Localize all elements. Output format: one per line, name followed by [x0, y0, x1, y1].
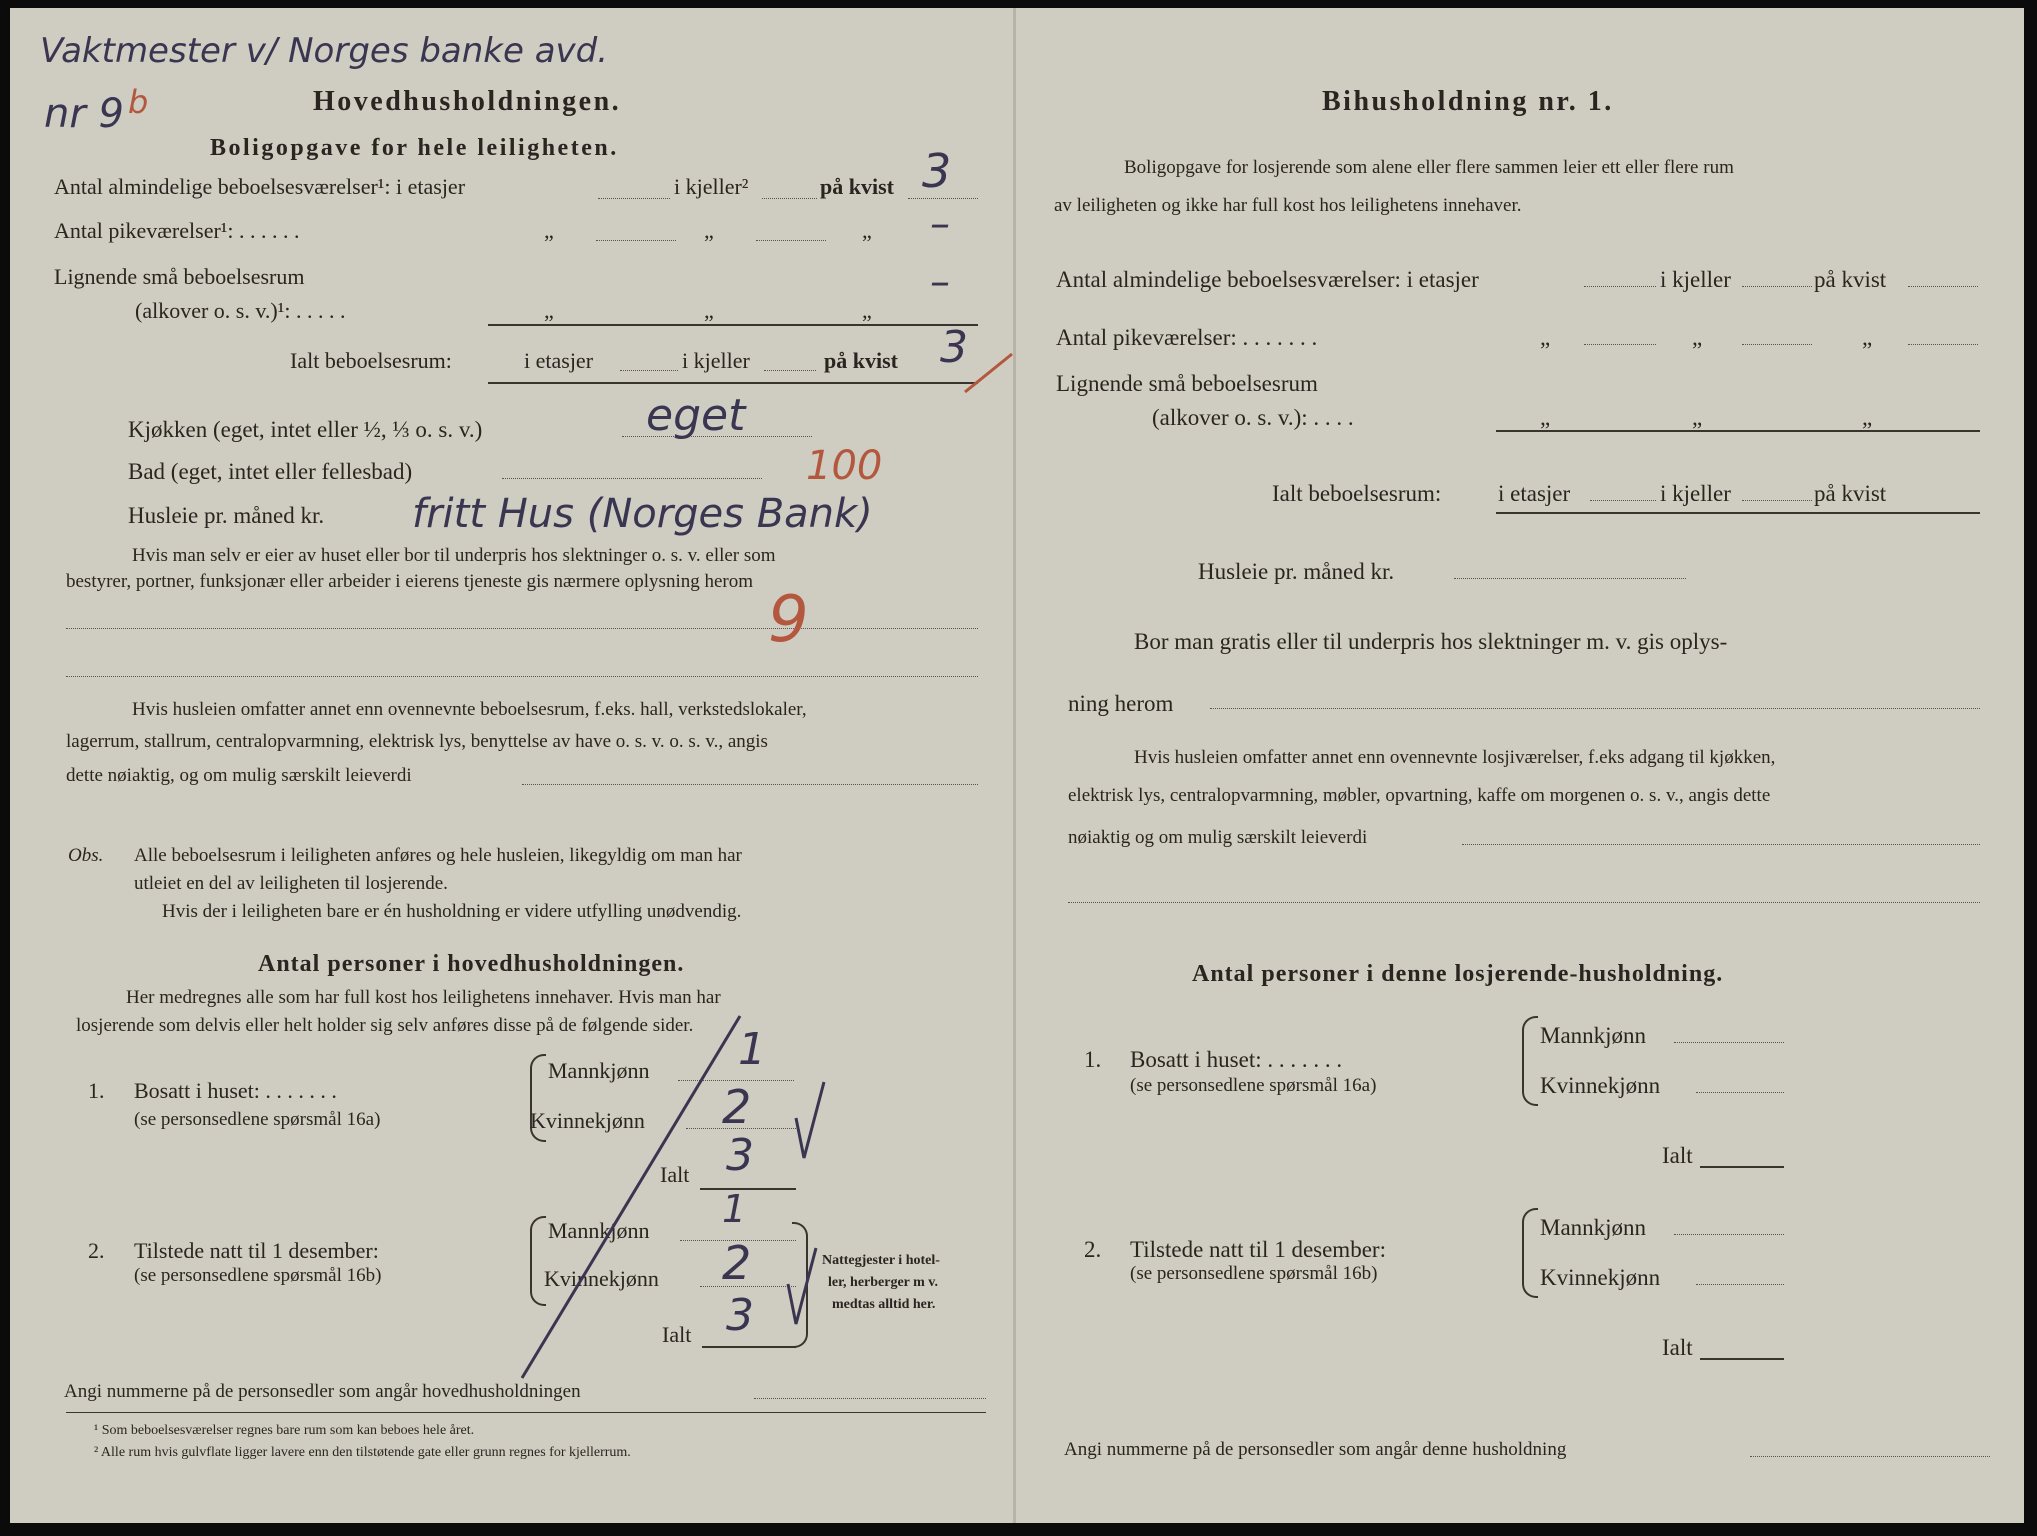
bad-label: Bad (eget, intet eller fellesbad)	[128, 459, 413, 484]
right-ialt-kjeller-line	[1742, 500, 1812, 501]
kjokken-label: Kjøkken (eget, intet eller ½, ⅓ o. s. v.)	[128, 417, 483, 442]
right-row2-line3	[1908, 344, 1978, 345]
handwritten-diagonal-stroke	[510, 1008, 770, 1388]
left-row1-label: Antal almindelige beboelsesværelser¹: i etasjer	[54, 174, 466, 199]
right-ialt-kjeller: i kjeller	[1660, 481, 1731, 506]
left-row2-label: Antal pikeværelser¹: . . . . . .	[54, 218, 300, 243]
footnote-2: ² Alle rum hvis gulvflate ligger lavere enn den tilstøtende gate eller grunn regnes for kjellerrum.	[94, 1445, 631, 1460]
left-angi: Angi nummerne på de personsedler som angår hovedhusholdningen	[64, 1381, 581, 1402]
nattegjester-line-1: Nattegjester i hotel-	[822, 1253, 940, 1268]
right-omfatter-answer-line-1	[1462, 844, 1980, 845]
right-tilstede-ialt-line	[1700, 1358, 1784, 1360]
handwritten-ialt-3: 3	[940, 322, 968, 373]
obs-line-3: Hvis der i leiligheten bare er én husholdning er videre utfylling unødvendig.	[162, 901, 742, 922]
left-tilstede-num: 2.	[88, 1238, 105, 1263]
left-bosatt-mann-label: Mannkjønn	[548, 1058, 650, 1083]
handwritten-husleie: fritt Hus (Norges Bank)	[412, 491, 873, 537]
omfatter-line-1: Hvis husleien omfatter annet enn ovennevnte beboelsesrum, f.eks. hall, verkstedslokaler,	[132, 699, 807, 720]
eier-answer-line-1	[66, 628, 978, 629]
right-row3-quote3: „	[1862, 405, 1873, 430]
right-tilstede-num: 2.	[1084, 1237, 1102, 1262]
left-row1-etasjer-line	[598, 198, 670, 199]
right-row1-kvist: på kvist	[1814, 267, 1887, 292]
omfatter-line-3: dette nøiaktig, og om mulig særskilt leieverdi	[66, 765, 412, 786]
eier-line-1: Hvis man selv er eier av huset eller bor til underpris hos slektninger o. s. v. eller som	[132, 545, 776, 566]
handwritten-bosatt-mann: 1	[738, 1024, 766, 1075]
omfatter-line-2: lagerrum, stallrum, centralopvarmning, elektrisk lys, benyttelse av have o. s. v. o. s. v., angis	[66, 731, 768, 752]
left-row3-sum-line	[488, 324, 978, 326]
left-ialt-kjeller: i kjeller	[682, 348, 750, 373]
left-row3-quote1: „	[544, 298, 554, 323]
left-bosatt-label: Bosatt i huset: . . . . . . .	[134, 1078, 337, 1103]
right-bosatt-ialt-label: Ialt	[1662, 1143, 1693, 1168]
right-intro-line-2: av leiligheten og ikke har full kost hos leilighetens innehaver.	[1054, 195, 1522, 216]
red-check-mark	[960, 348, 1020, 398]
nattegjester-line-3: medtas alltid her.	[832, 1297, 936, 1312]
right-omfatter-line-2: elektrisk lys, centralopvarmning, møbler, opvartning, kaffe om morgenen o. s. v., angis dette	[1068, 785, 1771, 806]
right-ialt-etasjer-line	[1590, 500, 1656, 501]
right-ialt-kvist: på kvist	[1814, 481, 1887, 506]
eier-answer-line-2	[66, 676, 978, 677]
right-tilstede-mann-line	[1674, 1234, 1784, 1235]
left-row1-kvist: på kvist	[820, 174, 894, 199]
right-row2-quote3: „	[1862, 325, 1873, 350]
left-row2-quote1: „	[544, 218, 554, 243]
right-row3-quote1: „	[1540, 405, 1551, 430]
right-row2-line2	[1742, 344, 1812, 345]
right-ialt-underline	[1496, 512, 1980, 514]
right-tilstede-kvinne-line	[1696, 1284, 1784, 1285]
left-row2-line1	[596, 240, 676, 241]
left-ialt-etasjer: i etasjer	[524, 348, 594, 373]
right-row1-kjeller: i kjeller	[1660, 267, 1731, 292]
right-bosatt-label: Bosatt i huset: . . . . . . .	[1130, 1047, 1343, 1072]
left-tilstede-sub: (se personsedlene spørsmål 16b)	[134, 1265, 382, 1286]
right-persons-title: Antal personer i denne losjerende-husholdning.	[1192, 961, 1724, 987]
right-bosatt-brace	[1522, 1016, 1538, 1106]
right-row1-label: Antal almindelige beboelsesværelser: i etasjer	[1056, 267, 1479, 292]
right-husleie-line	[1454, 578, 1686, 579]
bad-line	[502, 478, 762, 479]
right-row3-label-a: Lignende små beboelsesrum	[1056, 371, 1318, 396]
left-row1-kvist-line	[908, 198, 978, 199]
right-bor-answer-line	[1210, 708, 1980, 709]
footnote-rule	[66, 1412, 986, 1413]
right-row2-label: Antal pikeværelser: . . . . . . .	[1056, 325, 1318, 350]
right-row2-line1	[1584, 344, 1656, 345]
left-angi-line	[754, 1398, 986, 1399]
right-intro-line-1: Boligopgave for losjerende som alene eller flere sammen leier ett eller flere rum	[1124, 157, 1734, 178]
left-row3-label-b: (alkover o. s. v.)¹: . . . . .	[135, 298, 346, 323]
handwritten-bosatt-ialt: 3	[726, 1130, 754, 1181]
right-angi: Angi nummerne på de personsedler som angår denne husholdning	[1064, 1439, 1567, 1460]
left-bosatt-kvinne-label: Kvinnekjønn	[530, 1108, 645, 1133]
obs-line-2: utleiet en del av leiligheten til losjerende.	[134, 873, 448, 894]
handwritten-nr: nr 9	[44, 91, 124, 137]
left-tilstede-mann-label: Mannkjønn	[548, 1218, 650, 1243]
handwritten-tilstede-ialt: 3	[726, 1290, 754, 1341]
left-row3-quote3: „	[862, 298, 872, 323]
right-row3-quote2: „	[1692, 405, 1703, 430]
right-angi-line	[1750, 1456, 1990, 1457]
right-tilstede-ialt-label: Ialt	[1662, 1335, 1693, 1360]
left-row3-label-a: Lignende små beboelsesrum	[54, 264, 305, 289]
left-persons-line-2: losjerende som delvis eller helt holder sig selv anføres disse på de følgende sider.	[76, 1015, 694, 1036]
right-bosatt-mann-label: Mannkjønn	[1540, 1023, 1647, 1048]
right-bosatt-kvinne-label: Kvinnekjønn	[1540, 1073, 1661, 1098]
handwritten-red-9: 9	[768, 583, 809, 657]
handwritten-nr-red: b	[128, 83, 149, 121]
left-tilstede-ialt-label: Ialt	[662, 1322, 692, 1347]
left-row2-quote3: „	[862, 218, 872, 243]
handwritten-red-100: 100	[806, 443, 883, 489]
omfatter-answer-line	[522, 784, 978, 785]
right-row3-label-b: (alkover o. s. v.): . . . .	[1152, 405, 1354, 430]
handwritten-tilstede-kvinne: 2	[722, 1236, 752, 1290]
handwritten-kjokken: eget	[646, 390, 746, 441]
handwritten-title-note: Vaktmester v/ Norges banke avd.	[40, 31, 609, 71]
left-ialt-kvist: på kvist	[824, 348, 898, 373]
right-bor-line-2: ning herom	[1068, 691, 1174, 716]
right-ialt-etasjer: i etasjer	[1498, 481, 1571, 506]
right-row1-kvist-line	[1908, 286, 1978, 287]
handwritten-check-1	[790, 1078, 830, 1168]
husleie-label: Husleie pr. måned kr.	[128, 503, 325, 528]
left-row1-kjeller: i kjeller²	[674, 174, 749, 199]
right-row2-quote2: „	[1692, 325, 1703, 350]
right-row1-kjeller-line	[1742, 286, 1812, 287]
nattegjester-line-2: ler, herberger m v.	[828, 1275, 939, 1290]
handwritten-check-2	[782, 1244, 822, 1334]
left-bosatt-num: 1.	[88, 1078, 105, 1103]
handwritten-dash-2: –	[930, 259, 950, 305]
right-bosatt-ialt-line	[1700, 1166, 1784, 1168]
handwritten-dash-1: –	[930, 201, 950, 247]
handwritten-tilstede-mann: 1	[722, 1187, 747, 1231]
right-tilstede-kvinne-label: Kvinnekjønn	[1540, 1265, 1661, 1290]
left-persons-line-1: Her medregnes alle som har full kost hos leilighetens innehaver. Hvis man har	[126, 987, 721, 1008]
right-tilstede-mann-label: Mannkjønn	[1540, 1215, 1647, 1240]
left-bosatt-ialt-label: Ialt	[660, 1162, 690, 1187]
left-title: Hovedhusholdningen.	[313, 86, 622, 117]
right-husleie-label: Husleie pr. måned kr.	[1198, 559, 1395, 584]
right-tilstede-sub: (se personsedlene spørsmål 16b)	[1130, 1263, 1378, 1284]
left-row2-line2	[756, 240, 826, 241]
left-tilstede-kvinne-label: Kvinnekjønn	[544, 1266, 659, 1291]
left-subtitle: Boligopgave for hele leiligheten.	[210, 135, 619, 161]
obs-label: Obs.	[68, 845, 104, 866]
left-row2-quote2: „	[704, 218, 714, 243]
left-tilstede-label: Tilstede natt til 1 desember:	[134, 1238, 379, 1263]
left-ialt-underline	[488, 382, 978, 384]
left-ialt-label: Ialt beboelsesrum:	[290, 348, 452, 373]
census-form-sheet	[10, 8, 2024, 1523]
right-row1-etasjer-line	[1584, 286, 1656, 287]
left-row3-quote2: „	[704, 298, 714, 323]
left-ialt-etasjer-line	[620, 370, 678, 371]
right-bosatt-mann-line	[1674, 1042, 1784, 1043]
eier-line-2: bestyrer, portner, funksjonær eller arbeider i eierens tjeneste gis nærmere oplysning herom	[66, 571, 754, 592]
right-bosatt-kvinne-line	[1696, 1092, 1784, 1093]
page-fold	[1013, 8, 1016, 1523]
footnote-1: ¹ Som beboelsesværelser regnes bare rum som kan beboes hele året.	[94, 1423, 475, 1438]
right-bosatt-num: 1.	[1084, 1047, 1102, 1072]
left-persons-title: Antal personer i hovedhusholdningen.	[258, 951, 685, 977]
left-bosatt-sub: (se personsedlene spørsmål 16a)	[134, 1109, 381, 1130]
left-ialt-kjeller-line	[764, 370, 816, 371]
right-bor-line-1: Bor man gratis eller til underpris hos slektninger m. v. gis oplys-	[1134, 629, 1728, 654]
obs-line-1: Alle beboelsesrum i leiligheten anføres og hele husleien, likegyldig om man har	[134, 845, 742, 866]
right-row3-sum-line	[1496, 430, 1980, 432]
right-tilstede-brace	[1522, 1208, 1538, 1298]
right-title: Bihusholdning nr. 1.	[1322, 86, 1614, 117]
right-omfatter-answer-line-2	[1068, 902, 1980, 903]
handwritten-kvist-3: 3	[922, 144, 952, 198]
left-row1-kjeller-line	[762, 198, 817, 199]
right-ialt-label: Ialt beboelsesrum:	[1272, 481, 1442, 506]
handwritten-bosatt-kvinne: 2	[722, 1080, 752, 1134]
right-omfatter-line-1: Hvis husleien omfatter annet enn ovennevnte losjiværelser, f.eks adgang til kjøkken,	[1134, 747, 1776, 768]
right-bosatt-sub: (se personsedlene spørsmål 16a)	[1130, 1075, 1377, 1096]
right-tilstede-label: Tilstede natt til 1 desember:	[1130, 1237, 1386, 1262]
right-omfatter-line-3: nøiaktig og om mulig særskilt leieverdi	[1068, 827, 1368, 848]
right-row2-quote1: „	[1540, 325, 1551, 350]
